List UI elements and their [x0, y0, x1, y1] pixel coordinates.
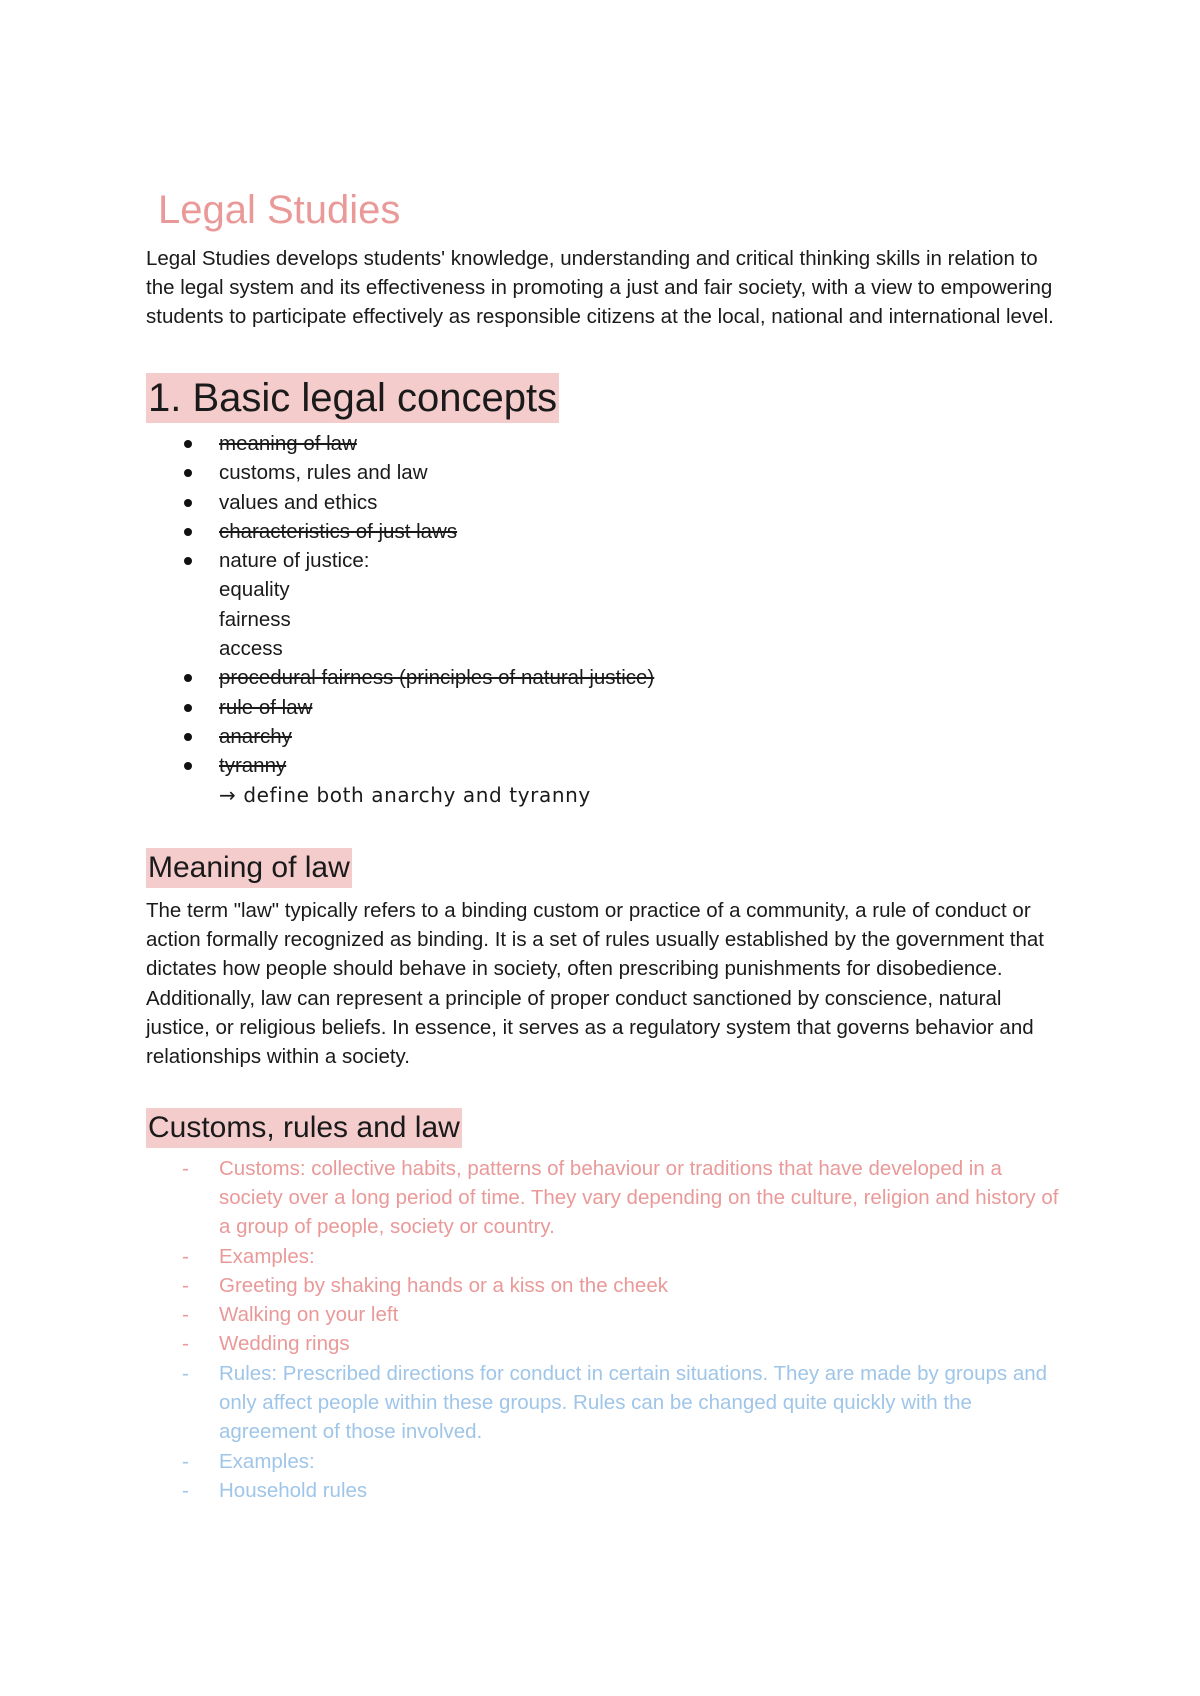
list-item [146, 1447, 1066, 1476]
justice-subitem: access [219, 637, 283, 661]
bullet-icon [184, 499, 192, 507]
section-heading-basic-legal-concepts: 1. Basic legal concepts [146, 373, 559, 423]
bullet-icon [184, 440, 192, 448]
list-item [146, 458, 1066, 487]
document-content [146, 186, 1066, 1505]
section-customs-rules-law [146, 1108, 1066, 1506]
section-heading-customs-rules-law: Customs, rules and law [146, 1108, 462, 1148]
document-title: Legal Studies [158, 188, 401, 232]
section-meaning-of-law [146, 848, 1066, 1072]
dash-icon: - [182, 1156, 189, 1180]
list-item-label: Wedding rings [219, 1332, 350, 1356]
concepts-list-continued [146, 663, 1066, 780]
list-item-label: Greeting by shaking hands or a kiss on the cheek [219, 1273, 668, 1297]
concepts-list [146, 429, 1066, 575]
list-item [146, 546, 1066, 575]
customs-rules-list [146, 1154, 1066, 1506]
bullet-icon [184, 528, 192, 536]
list-item [146, 693, 1066, 722]
section-heading-meaning-of-law: Meaning of law [146, 848, 352, 888]
bullet-icon [184, 557, 192, 565]
dash-icon: - [182, 1273, 189, 1297]
list-item-label: Rules: Prescribed directions for conduct in certain situations. They are made by groups and only affect people within these groups. Rules can be changed quite quickly with the agreement of those involved. [219, 1361, 1048, 1444]
list-item [146, 1359, 1066, 1447]
justice-subitem: fairness [219, 607, 291, 631]
intro-paragraph: Legal Studies develops students' knowledge, understanding and critical thinking skills in relation to the legal system and its effectiveness in promoting a just and fair society, with a view to empowering students to participate effectively as responsible citizens at the local, national and international level. [146, 247, 1054, 328]
list-item-label: nature of justice: [219, 549, 370, 573]
list-item [146, 517, 1066, 546]
bullet-icon [184, 674, 192, 682]
dash-icon: - [182, 1332, 189, 1356]
dash-icon: - [182, 1449, 189, 1473]
list-item-label: anarchy [219, 724, 292, 748]
list-item [146, 429, 1066, 458]
list-item-label: values and ethics [219, 490, 378, 514]
bullet-icon [184, 762, 192, 770]
list-item-label: meaning of law [219, 432, 357, 455]
list-item-label: Examples: [219, 1449, 315, 1473]
list-item-label: procedural fairness (principles of natural justice) [219, 666, 655, 690]
section-basic-legal-concepts [146, 331, 1066, 810]
list-item [146, 488, 1066, 517]
list-item [146, 1242, 1066, 1271]
list-item-label: rule of law [219, 695, 313, 719]
dash-icon: - [182, 1244, 189, 1268]
list-item-label: Customs: collective habits, patterns of behaviour or traditions that have developed in a society over a long period of time. They vary depending on the culture, religion and history of a group of people, society or country. [219, 1156, 1059, 1239]
bullet-icon [184, 733, 192, 741]
list-item [146, 663, 1066, 692]
list-item [146, 1476, 1066, 1505]
list-item-label: Household rules [219, 1478, 368, 1502]
list-item-label: characteristics of just laws [219, 519, 458, 543]
list-item-label: Examples: [219, 1244, 315, 1268]
list-item-label: customs, rules and law [219, 461, 428, 485]
list-item [146, 1154, 1066, 1242]
dash-icon: - [182, 1478, 189, 1502]
list-item-label: Walking on your left [219, 1303, 399, 1327]
list-item [146, 722, 1066, 751]
meaning-of-law-paragraph: The term "law" typically refers to a binding custom or practice of a community, a rule of conduct or action formally recognized as binding. It is a set of rules usually established by the government that dictates how people should behave in society, often prescribing punishments for disobedience. Additionally, law can represent a principle of proper conduct sanctioned by conscience, natural justice, or religious beliefs. In essence, it serves as a regulatory system that governs behavior and relationships within a society. [146, 898, 1044, 1069]
bullet-icon [184, 704, 192, 712]
justice-subitem: equality [219, 578, 290, 602]
list-item-label: tyranny [219, 754, 287, 778]
list-item [146, 1300, 1066, 1329]
define-note: → define both anarchy and tyranny [219, 782, 591, 807]
list-item [146, 1271, 1066, 1300]
bullet-icon [184, 469, 192, 477]
list-item [146, 1329, 1066, 1358]
dash-icon: - [182, 1303, 189, 1327]
dash-icon: - [182, 1361, 189, 1385]
list-item [146, 751, 1066, 780]
